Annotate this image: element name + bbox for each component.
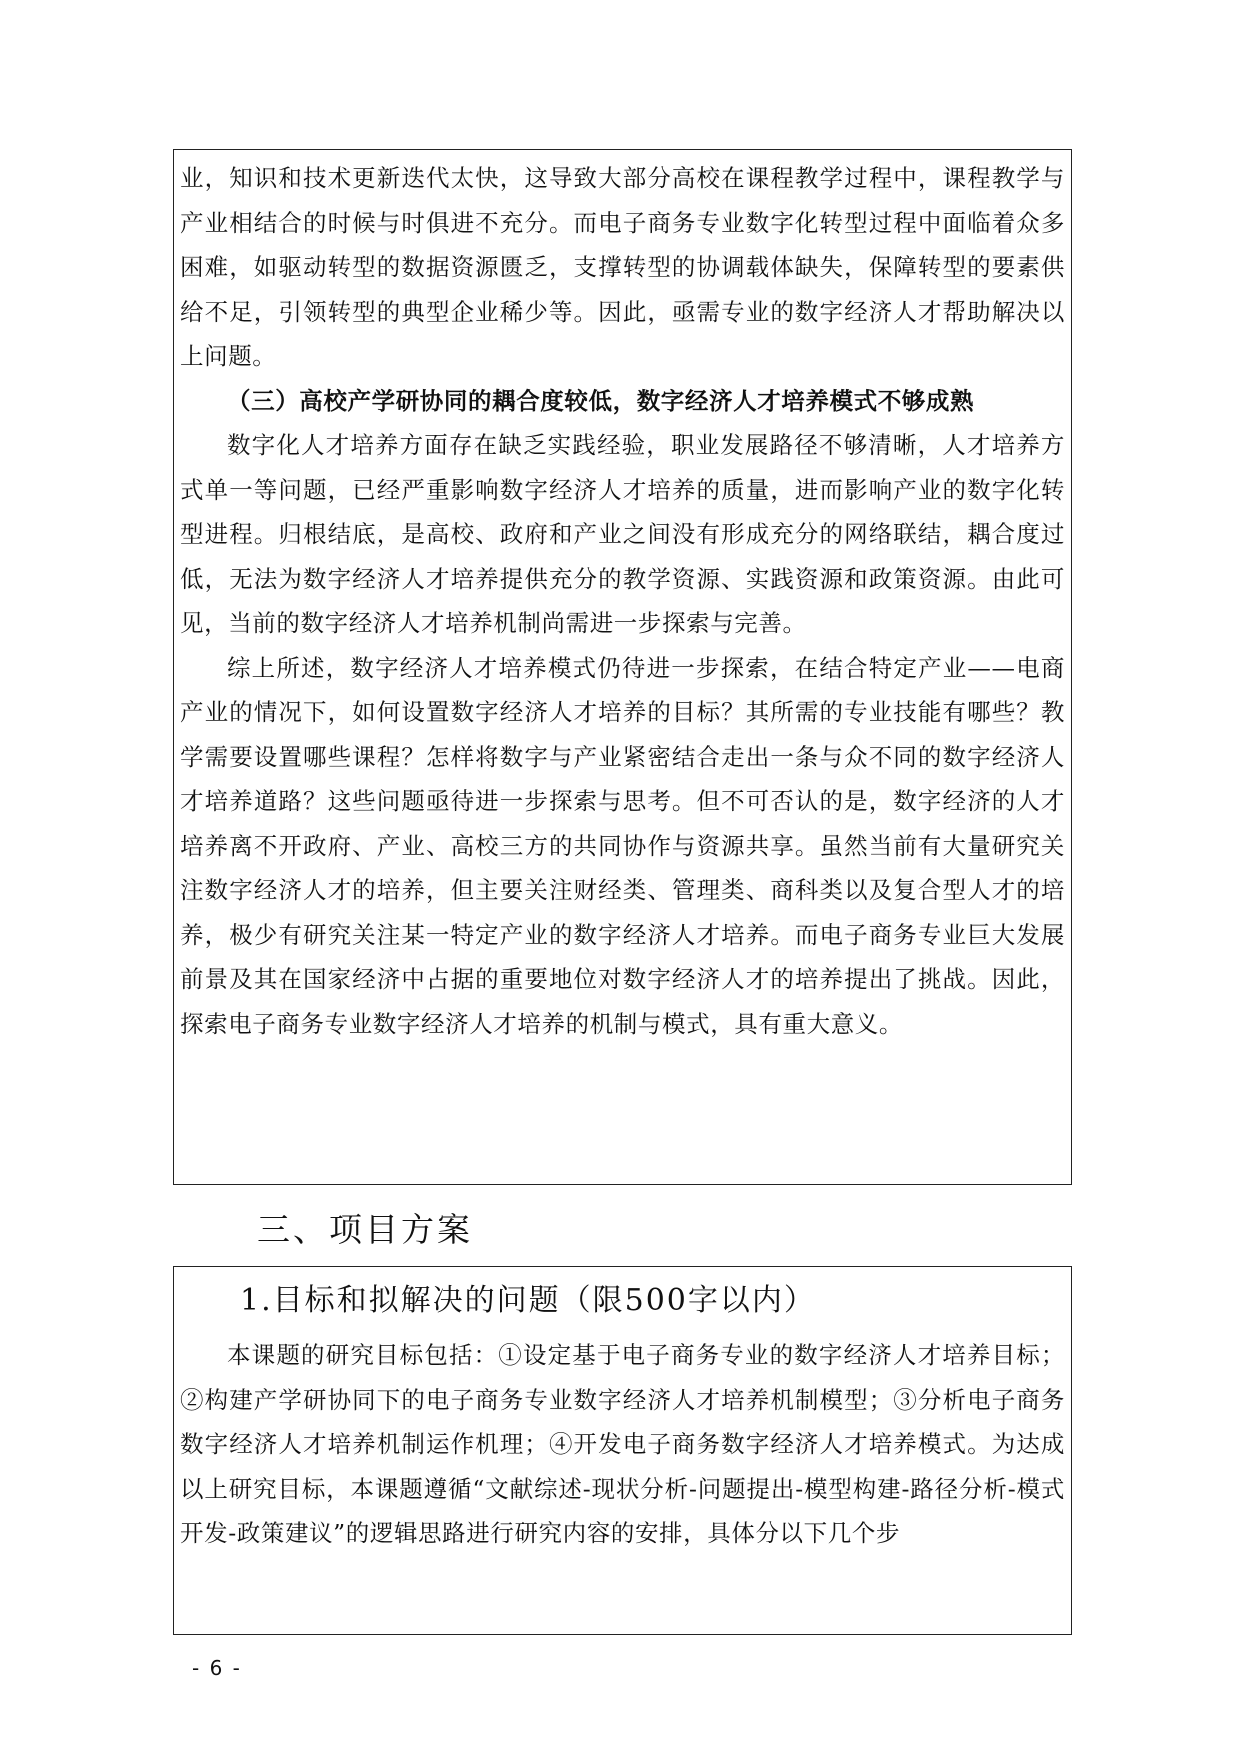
continued-text-box (173, 149, 1072, 1185)
goals-heading: 1.目标和拟解决的问题（限500字以内） (240, 1283, 816, 1318)
continued-paragraph: 业，知识和技术更新迭代太快，这导致大部分高校在课程教学过程中，课程教学与产业相结合的时候与时俱进不充分。而电子商务专业数字化转型过程中面临着众多困难，如驱动转型的数据资源匮乏，支撑转型的协调载体缺失，保障转型的要素供给不足，引领转型的典型企业稀少等。因此，亟需专业的数字经济人才帮助解决以上问题。 (180, 164, 1065, 370)
project-plan-box (173, 1266, 1072, 1635)
paragraph-talent-cultivation: 数字化人才培养方面存在缺乏实践经验，职业发展路径不够清晰，人才培养方式单一等问题，已经严重影响数字经济人才培养的质量，进而影响产业的数字化转型进程。归根结底，是高校、政府和产业之间没有形成充分的网络联结，耦合度过低，无法为数字经济人才培养提供充分的教学资源、实践资源和政策资源。由此可见，当前的数字经济人才培养机制尚需进一步探索与完善。 (180, 431, 1065, 637)
section-title: 三、项目方案 (257, 1210, 473, 1249)
subsection-heading: （三）高校产学研协同的耦合度较低，数字经济人才培养模式不够成熟 (227, 386, 975, 415)
paragraph-summary: 综上所述，数字经济人才培养模式仍待进一步探索，在结合特定产业——电商产业的情况下，如何设置数字经济人才培养的目标？其所需的专业技能有哪些？教学需要设置哪些课程？怎样将数字与产业紧密结合走出一条与众不同的数字经济人才培养道路？这些问题亟待进一步探索与思考。但不可否认的是，数字经济的人才培养离不开政府、产业、高校三方的共同协作与资源共享。虽然当前有大量研究关注数字经济人才的培养，但主要关注财经类、管理类、商科类以及复合型人才的培养，极少有研究关注某一特定产业的数字经济人才培养。而电子商务专业巨大发展前景及其在国家经济中占据的重要地位对数字经济人才的培养提出了挑战。因此，探索电子商务专业数字经济人才培养的机制与模式，具有重大意义。 (180, 653, 1065, 1038)
page-number: - 6 - (192, 1656, 242, 1680)
paragraph-research-goals: 本课题的研究目标包括：①设定基于电子商务专业的数字经济人才培养目标；②构建产学研协同下的电子商务专业数字经济人才培养机制模型；③分析电子商务数字经济人才培养机制运作机理；④开发电子商务数字经济人才培养模式。为达成以上研究目标，本课题遵循“文献综述-现状分析-问题提出-模型构建-路径分析-模式开发-政策建议”的逻辑思路进行研究内容的安排，具体分以下几个步 (180, 1341, 1065, 1547)
